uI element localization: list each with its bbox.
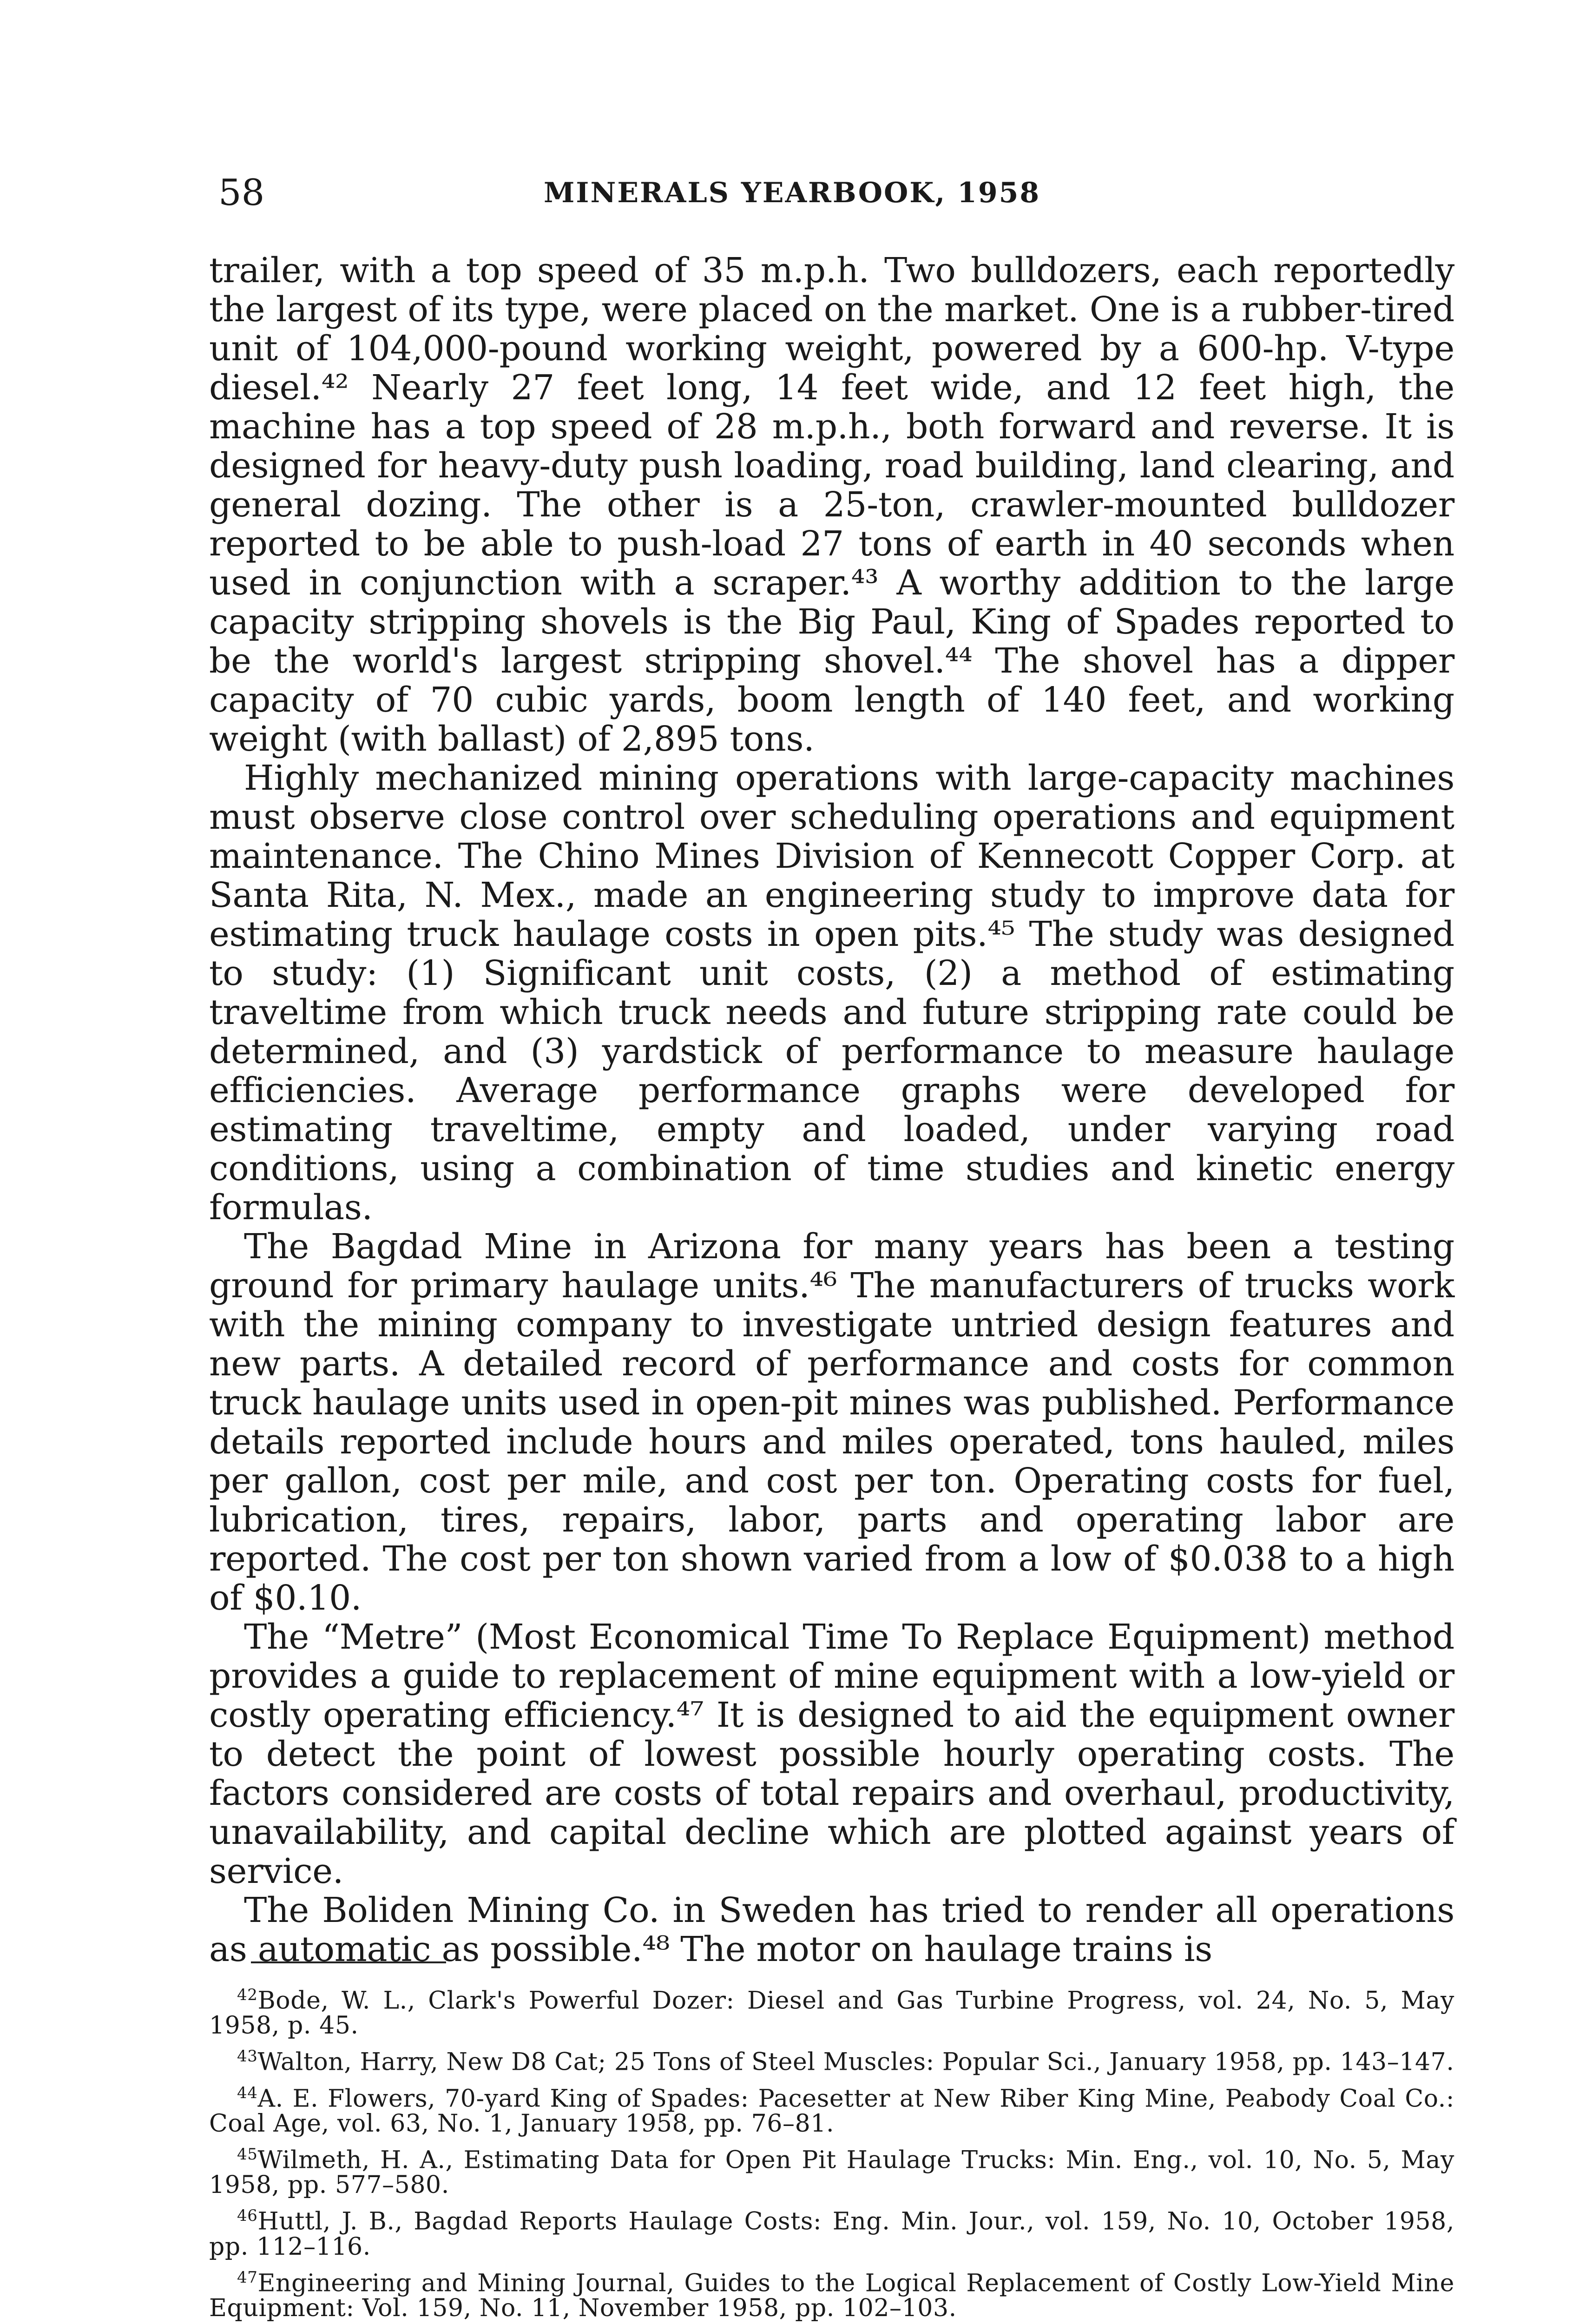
paragraph-4: The “Metre” (Most Economical Time To Replace Equipment) method provides a guide to replacement of mine equipment with a low-yield or costly operating efficiency.⁴⁷ It is designed to aid the equipment owner to detect the point of lowest possible hourly operating costs. The factors considered are costs of total repairs and overhaul, productivity, unavailability, and capital decline which are plotted against years of service. <box>209 1617 1454 1891</box>
footnote-number: 47 <box>237 2268 258 2287</box>
footnote-46 <box>209 2203 1454 2259</box>
footnote-rule <box>251 1961 446 1963</box>
body-text <box>209 251 1454 1969</box>
footnote-43 <box>209 2044 1454 2074</box>
footnotes <box>209 1982 1454 2324</box>
paragraph-2: Highly mechanized mining operations with large-capacity machines must observe close control over scheduling operations and equipment maintenance. The Chino Mines Division of Kennecott Copper Corp. at Santa Rita, N. Mex., made an engineering study to improve data for estimating truck haulage costs in open pits.⁴⁵ The study was designed to study: (1) Significant unit costs, (2) a method of estimating traveltime from which truck needs and future stripping rate could be determined, and (3) yardstick of performance to measure haulage efficiencies. Average performance graphs were developed for estimating traveltime, empty and loaded, under varying road conditions, using a combination of time studies and kinetic energy formulas. <box>209 758 1454 1228</box>
footnote-42 <box>209 1982 1454 2038</box>
footnote-text: Bode, W. L., Clark's Powerful Dozer: Diesel and Gas Turbine Progress, vol. 24, No. 5, May 1958, p. 45. <box>209 1987 1454 2040</box>
footnote-text: A. E. Flowers, 70-yard King of Spades: Pacesetter at New Riber King Mine, Peabody Coal Co.: Coal Age, vol. 63, No. 1, January 1958, pp. 76–81. <box>209 2084 1454 2138</box>
paragraph-5: The Boliden Mining Co. in Sweden has tried to render all operations as automatic as possible.⁴⁸ The motor on haulage trains is <box>209 1890 1454 1969</box>
paragraph-3: The Bagdad Mine in Arizona for many years has been a testing ground for primary haulage units.⁴⁶ The manufacturers of trucks work with the mining company to investigate untried design features and new parts. A detailed record of performance and costs for common truck haulage units used in open-pit mines was published. Performance details reported include hours and miles operated, tons hauled, miles per gallon, cost per mile, and cost per ton. Operating costs for fuel, lubrication, tires, repairs, labor, parts and operating labor are reported. The cost per ton shown varied from a low of $0.038 to a high of $0.10. <box>209 1227 1454 1618</box>
running-head: MINERALS YEARBOOK, 1958 <box>544 177 1041 209</box>
footnote-number: 45 <box>237 2145 258 2164</box>
paragraph-1: trailer, with a top speed of 35 m.p.h. Two bulldozers, each reportedly the largest of its type, were placed on the market. One is a rubber-tired unit of 104,000-pound working weight, powered by a 600-hp. V-type diesel.⁴² Nearly 27 feet long, 14 feet wide, and 12 feet high, the machine has a top speed of 28 m.p.h., both forward and reverse. It is designed for heavy-duty push loading, road building, land clearing, and general dozing. The other is a 25-ton, crawler-mounted bulldozer reported to be able to push-load 27 tons of earth in 40 seconds when used in conjunction with a scraper.⁴³ A worthy addition to the large capacity stripping shovels is the Big Paul, King of Spades reported to be the world's largest stripping shovel.⁴⁴ The shovel has a dipper capacity of 70 cubic yards, boom length of 140 feet, and working weight (with ballast) of 2,895 tons. <box>209 251 1454 759</box>
footnote-number: 42 <box>237 1986 258 2004</box>
footnote-44 <box>209 2080 1454 2136</box>
footnote-text: Huttl, J. B., Bagdad Reports Haulage Costs: Eng. Min. Jour., vol. 159, No. 10, October 1958, pp. 112–116. <box>209 2207 1454 2261</box>
footnote-text: Wilmeth, H. A., Estimating Data for Open Pit Haulage Trucks: Min. Eng., vol. 10, No. 5, May 1958, pp. 577–580. <box>209 2146 1454 2199</box>
page-number: 58 <box>218 172 265 214</box>
footnote-number: 44 <box>237 2083 258 2102</box>
footnote-47 <box>209 2265 1454 2321</box>
footnote-45 <box>209 2142 1454 2198</box>
footnote-text: Engineering and Mining Journal, Guides to the Logical Replacement of Costly Low-Yield Mine Equipment: Vol. 159, No. 11, November 1958, pp. 102–103. <box>209 2269 1454 2322</box>
page-header <box>218 167 1454 218</box>
footnote-text: Walton, Harry, New D8 Cat; 25 Tons of Steel Muscles: Popular Sci., January 1958, pp. 143–147. <box>257 2048 1454 2076</box>
footnote-number: 43 <box>237 2047 258 2066</box>
footnote-number: 46 <box>237 2206 258 2225</box>
